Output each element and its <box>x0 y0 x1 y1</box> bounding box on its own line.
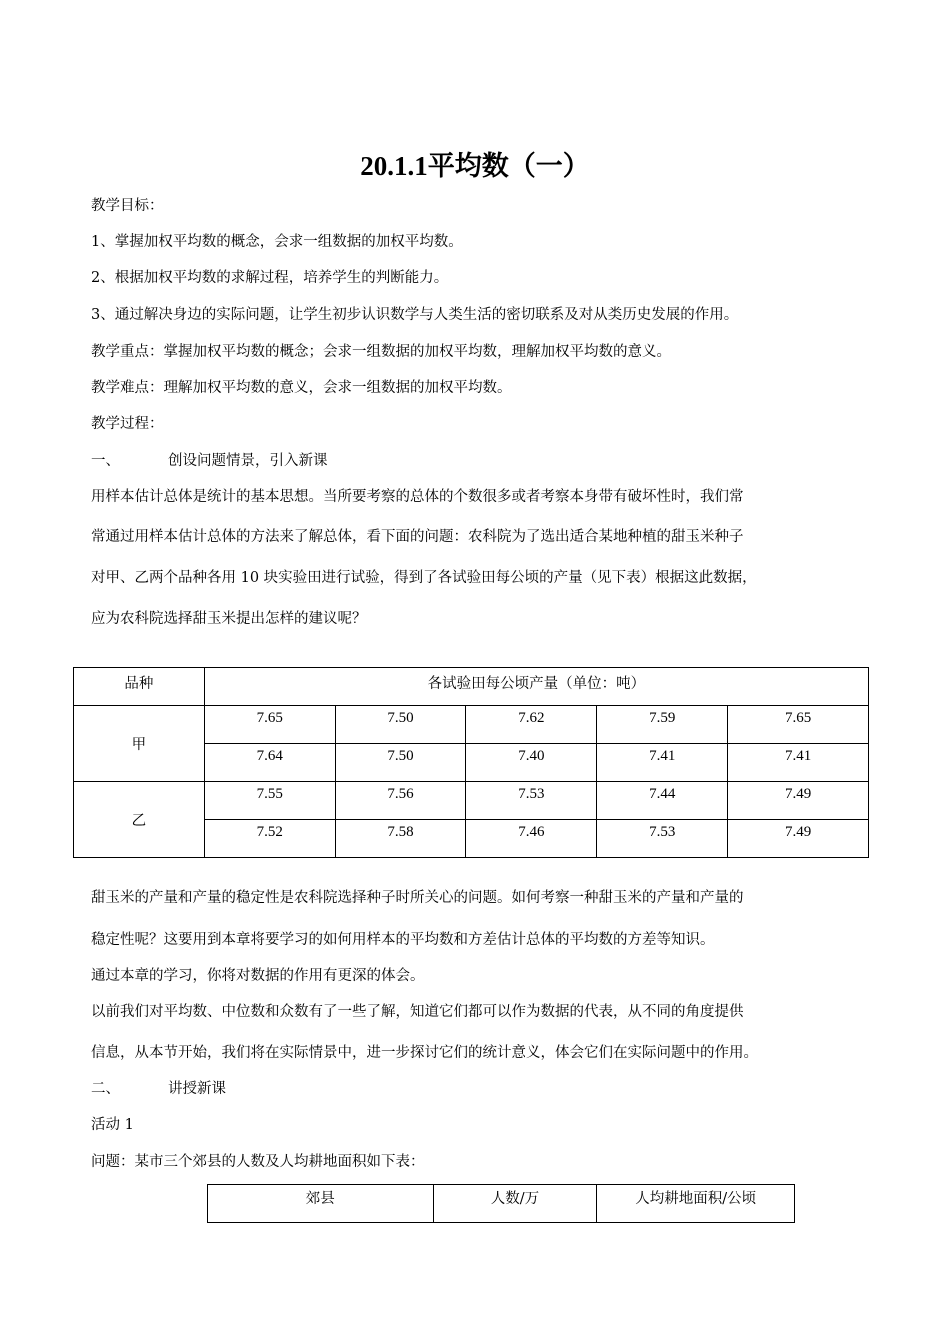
text-line: 教学难点：理解加权平均数的意义，会求一组数据的加权平均数。 <box>91 380 512 396</box>
yield-cell: 7.64 <box>204 744 335 782</box>
yield-cell: 7.55 <box>204 782 335 820</box>
header-land-area: 人均耕地面积/公顷 <box>597 1185 795 1223</box>
section-number: 二、 <box>91 1081 120 1097</box>
yield-cell: 7.52 <box>204 820 335 858</box>
yield-cell: 7.41 <box>728 744 869 782</box>
yield-cell: 7.46 <box>466 820 597 858</box>
yield-cell: 7.49 <box>728 820 869 858</box>
section-title: 创设问题情景，引入新课 <box>168 453 328 469</box>
yield-cell: 7.53 <box>597 820 728 858</box>
county-table <box>207 1184 795 1223</box>
yield-cell: 7.59 <box>597 706 728 744</box>
yield-cell: 7.40 <box>466 744 597 782</box>
table-row <box>74 782 869 820</box>
question-text: 问题：某市三个郊县的人数及人均耕地面积如下表： <box>91 1154 425 1170</box>
table-header-row <box>208 1185 795 1223</box>
activity-label: 活动 1 <box>91 1117 134 1133</box>
paragraph-line: 稳定性呢？这要用到本章将要学习的如何用样本的平均数和方差估计总体的平均数的方差等知识。 <box>91 932 715 948</box>
header-population: 人数/万 <box>433 1185 597 1223</box>
paragraph-line: 用样本估计总体是统计的基本思想。当所要考察的总体的个数很多或者考察本身带有破坏性时，我们常 <box>91 489 744 505</box>
section-number: 一、 <box>91 453 120 469</box>
header-yield: 各试验田每公顷产量（单位：吨） <box>204 668 868 706</box>
text-line: 教学目标： <box>91 198 164 214</box>
paragraph-line: 应为农科院选择甜玉米提出怎样的建议呢？ <box>91 611 367 627</box>
yield-cell: 7.56 <box>335 782 466 820</box>
header-variety: 品种 <box>74 668 205 706</box>
yield-cell: 7.50 <box>335 744 466 782</box>
yield-cell: 7.44 <box>597 782 728 820</box>
yield-cell: 7.49 <box>728 782 869 820</box>
variety-cell: 甲 <box>74 706 205 782</box>
yield-cell: 7.50 <box>335 706 466 744</box>
yield-table <box>73 667 869 858</box>
yield-cell: 7.62 <box>466 706 597 744</box>
paragraph-line: 通过本章的学习，你将对数据的作用有更深的体会。 <box>91 968 425 984</box>
section-title: 讲授新课 <box>168 1081 226 1097</box>
yield-cell: 7.58 <box>335 820 466 858</box>
header-county: 郊县 <box>208 1185 434 1223</box>
paragraph-line: 对甲、乙两个品种各用 10 块实验田进行试验，得到了各试验田每公顷的产量（见下表）根据这此数据， <box>91 570 757 586</box>
table-row <box>74 706 869 744</box>
text-line: 教学重点：掌握加权平均数的概念；会求一组数据的加权平均数，理解加权平均数的意义。 <box>91 344 671 360</box>
variety-cell: 乙 <box>74 782 205 858</box>
paragraph-line: 常通过用样本估计总体的方法来了解总体，看下面的问题：农科院为了选出适合某地种植的甜玉米种子 <box>91 529 744 545</box>
paragraph-line: 甜玉米的产量和产量的稳定性是农科院选择种子时所关心的问题。如何考察一种甜玉米的产量和产量的 <box>91 890 744 906</box>
section-heading-1 <box>91 451 328 471</box>
yield-cell: 7.53 <box>466 782 597 820</box>
yield-cell: 7.65 <box>204 706 335 744</box>
table-header-row <box>74 668 869 706</box>
paragraph-line: 以前我们对平均数、中位数和众数有了一些了解，知道它们都可以作为数据的代表，从不同的角度提供 <box>91 1004 744 1020</box>
text-line: 教学过程： <box>91 416 164 432</box>
text-line: 3、通过解决身边的实际问题，让学生初步认识数学与人类生活的密切联系及对从类历史发展的作用。 <box>91 307 739 323</box>
text-line: 2、根据加权平均数的求解过程，培养学生的判断能力。 <box>91 270 449 286</box>
section-heading-2 <box>91 1079 226 1099</box>
yield-cell: 7.65 <box>728 706 869 744</box>
text-line: 1、掌握加权平均数的概念，会求一组数据的加权平均数。 <box>91 234 463 250</box>
paragraph-line: 信息，从本节开始，我们将在实际情景中，进一步探讨它们的统计意义，体会它们在实际问题中的作用。 <box>91 1045 758 1061</box>
yield-cell: 7.41 <box>597 744 728 782</box>
page-title: 20.1.1平均数（一） <box>360 151 590 181</box>
